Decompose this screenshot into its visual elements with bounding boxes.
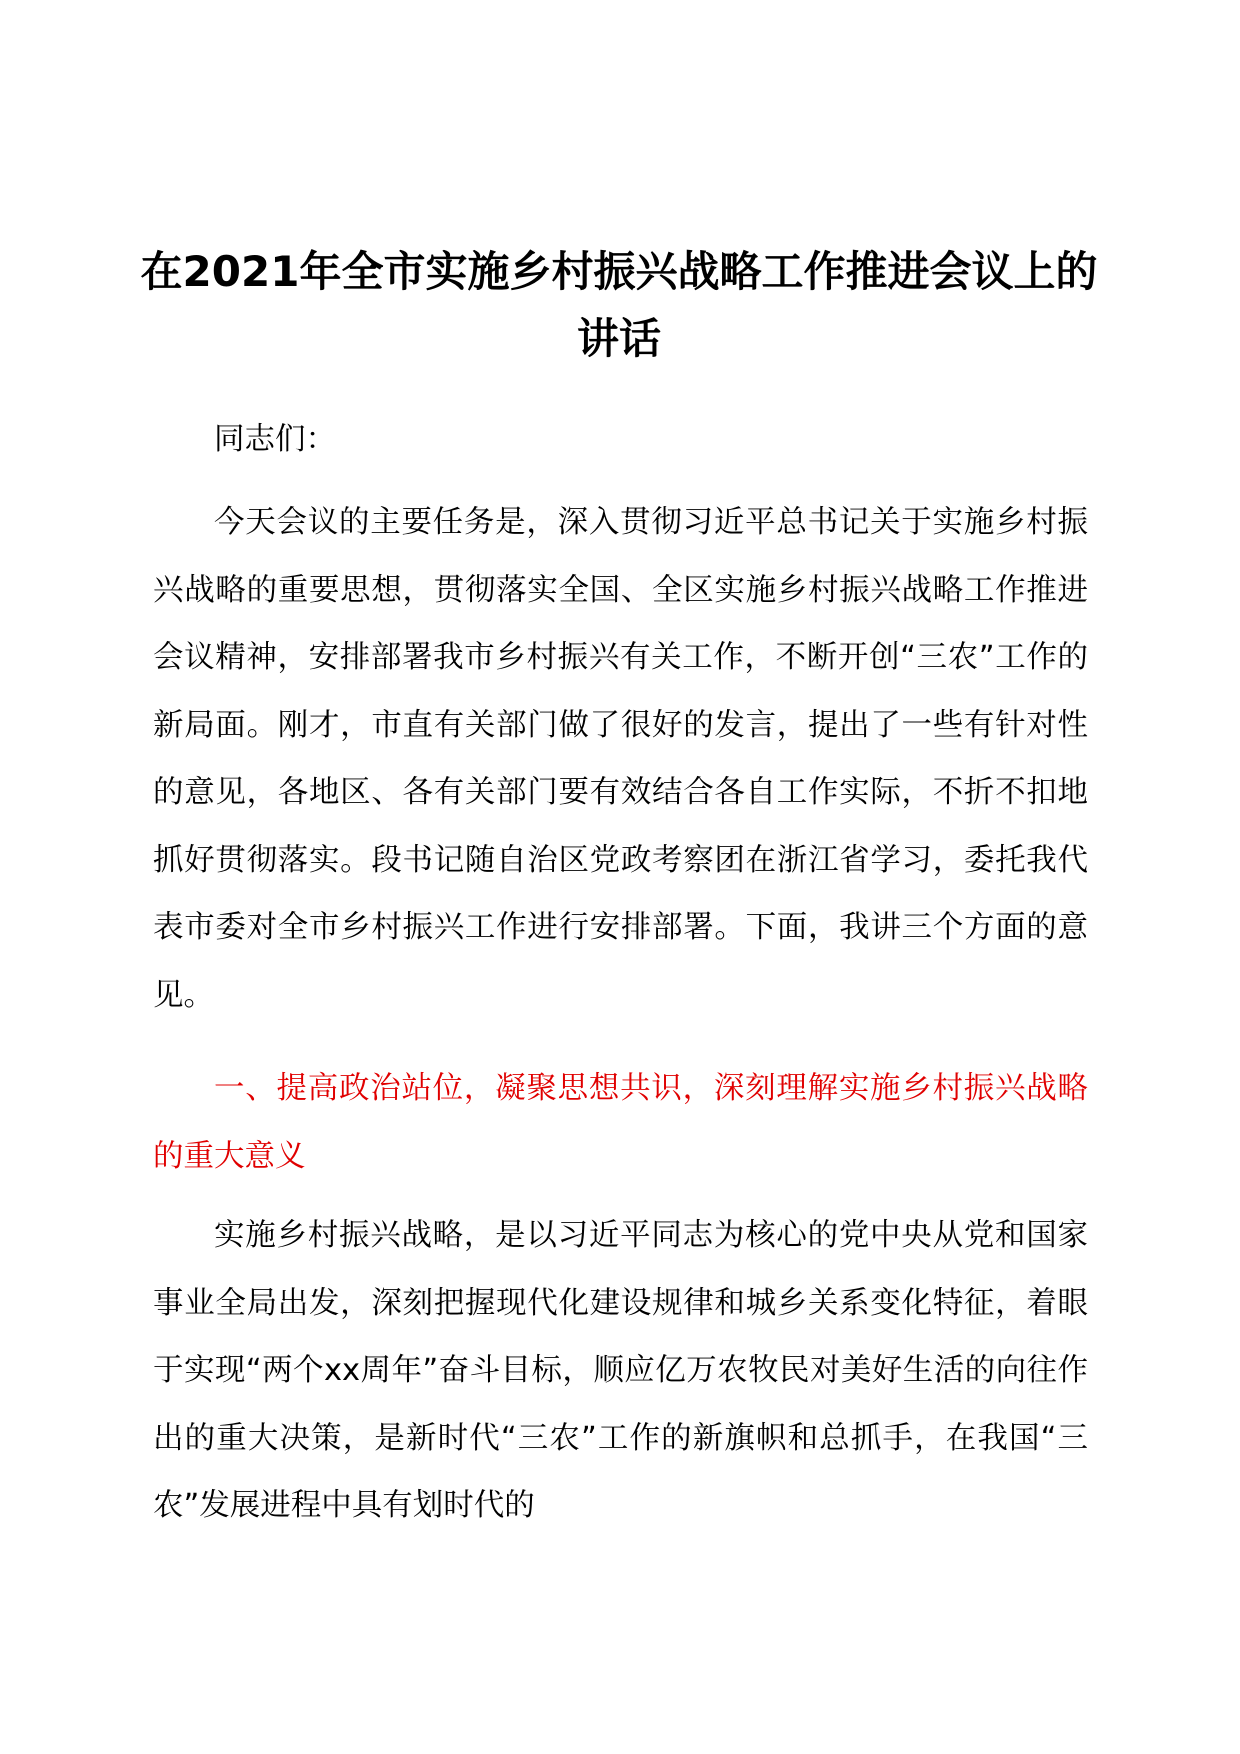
section-heading-1: 一、提高政治站位，凝聚思想共识，深刻理解实施乡村振兴战略的重大意义 [153, 1071, 1088, 1174]
paragraph-1: 今天会议的主要任务是，深入贯彻习近平总书记关于实施乡村振兴战略的重要思想，贯彻落实全国、全区实施乡村振兴战略工作推进会议精神，安排部署我市乡村振兴有关工作，不断开创“三农”工作的新局面。刚才，市直有关部门做了很好的发言，提出了一些有针对性的意见，各地区、各有关部门要有效结合各自工作实际，不折不扣地抓好贯彻落实。段书记随自治区党政考察团在浙江省学习，委托我代表市委对全市乡村振兴工作进行安排部署。下面，我讲三个方面的意见。 [153, 505, 1088, 1013]
paragraph-2: 实施乡村振兴战略，是以习近平同志为核心的党中央从党和国家事业全局出发，深刻把握现代化建设规律和城乡关系变化特征，着眼于实现“两个xx周年”奋斗目标，顺应亿万农牧民对美好生活的向往作出的重大决策，是新时代“三农”工作的新旗帜和总抓手，在我国“三农”发展进程中具有划时代的 [153, 1218, 1088, 1523]
document-title: 在2021年全市实施乡村振兴战略工作推进会议上的讲话 [140, 247, 1098, 363]
greeting: 同志们： [214, 422, 336, 457]
